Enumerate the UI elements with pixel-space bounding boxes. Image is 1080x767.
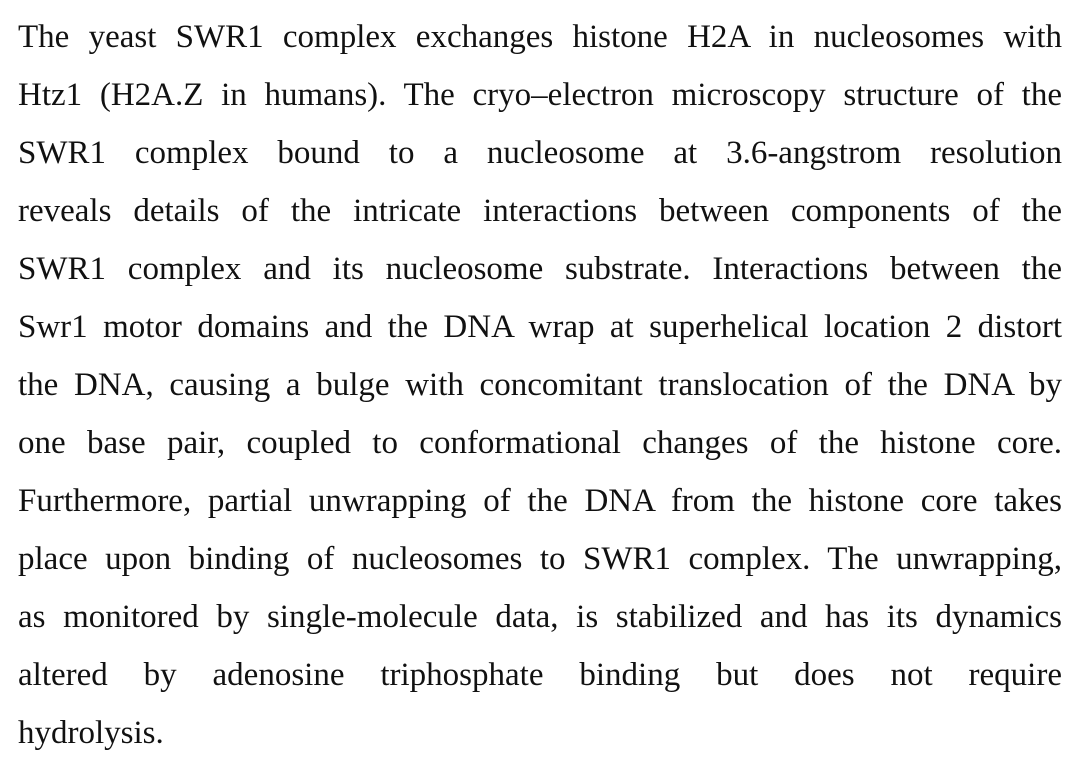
abstract-line: place upon binding of nucleosomes to SWR1 complex. The unwrapping, [18, 541, 1062, 577]
abstract-line: Htz1 (H2A.Z in humans). The cryo–electron microscopy structure of the [18, 77, 1062, 113]
abstract-line: as monitored by single-molecule data, is stabilized and has its dynamics [18, 599, 1062, 635]
abstract-line: reveals details of the intricate interactions between components of the [18, 193, 1062, 229]
abstract-line: SWR1 complex bound to a nucleosome at 3.6-angstrom resolution [18, 135, 1062, 171]
abstract-line: the DNA, causing a bulge with concomitant translocation of the DNA by [18, 367, 1062, 403]
abstract-line: Furthermore, partial unwrapping of the DNA from the histone core takes [18, 483, 1062, 519]
abstract-line: The yeast SWR1 complex exchanges histone H2A in nucleosomes with [18, 19, 1062, 55]
abstract-line: SWR1 complex and its nucleosome substrate. Interactions between the [18, 251, 1062, 287]
abstract-line: altered by adenosine triphosphate binding but does not require [18, 657, 1062, 693]
abstract-line: Swr1 motor domains and the DNA wrap at superhelical location 2 distort [18, 309, 1062, 345]
abstract-line: hydrolysis. [18, 715, 164, 751]
abstract-line: one base pair, coupled to conformational changes of the histone core. [18, 425, 1062, 461]
